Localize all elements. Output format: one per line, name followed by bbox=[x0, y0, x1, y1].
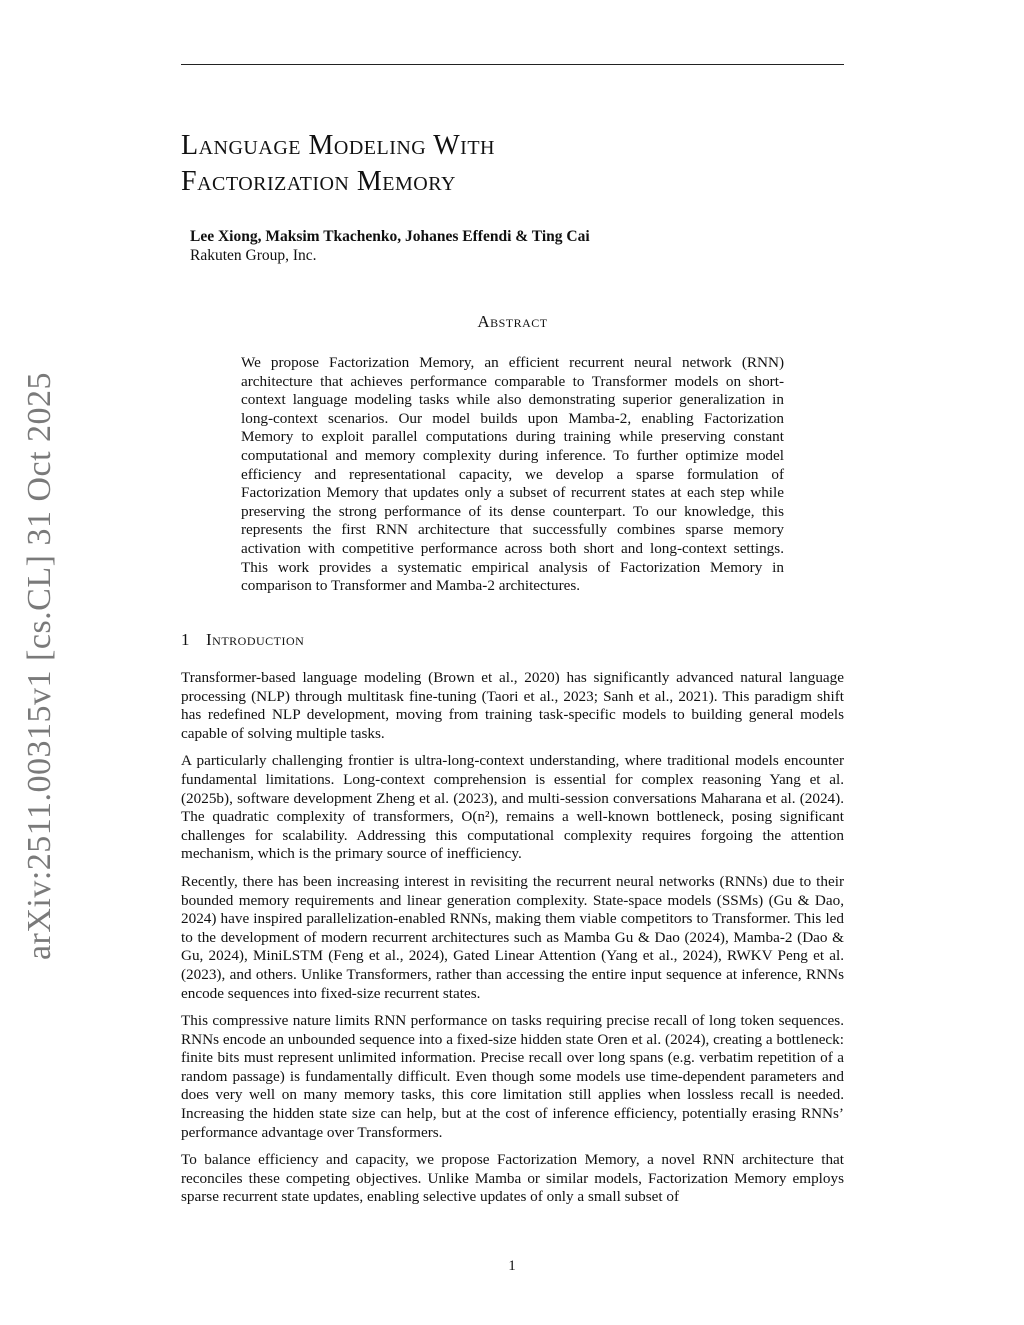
author-list: Lee Xiong, Maksim Tkachenko, Johanes Effendi & Ting Cai bbox=[190, 228, 590, 245]
paper-title bbox=[181, 128, 844, 200]
section-title: Introduction bbox=[206, 630, 305, 649]
arxiv-identifier[interactable]: arXiv:2511.00315v1 [cs.CL] 31 Oct 2025 bbox=[21, 371, 58, 961]
paragraph: Recently, there has been increasing interest in revisiting the recurrent neural networks (RNNs) due to their bounded memory requirements and linear generation complexity. State-space models (SSMs) (Gu & Dao, 2024) have inspired parallelization-enabled RNNs, making them viable competitors to Transformer. This led to the development of modern recurrent architectures such as Mamba Gu & Dao (2024), Mamba-2 (Dao & Gu, 2024), MiniLSTM (Feng et al., 2024), Gated Linear Attention (Yang et al., 2024), RWKV Peng et al. (2023), and others. Unlike Transformers, rather than accessing the entire input sequence at inference, RNNs encode sequences into fixed-size recurrent states. bbox=[181, 872, 844, 1002]
paragraph: Transformer-based language modeling (Brown et al., 2020) has significantly advanced natural language processing (NLP) through multitask fine-tuning (Taori et al., 2023; Sanh et al., 2021). This paradigm shift has redefined NLP development, moving from training task-specific models to building general models capable of solving multiple tasks. bbox=[181, 669, 844, 742]
top-rule bbox=[181, 64, 844, 65]
introduction-body bbox=[181, 669, 844, 1216]
title-line-1: Language Modeling With bbox=[181, 130, 495, 161]
page-number: 1 bbox=[508, 1258, 516, 1274]
section-number: 1 bbox=[181, 630, 190, 649]
paragraph: This compressive nature limits RNN performance on tasks requiring precise recall of long token sequences. RNNs encode an unbounded sequence into a fixed-size hidden state Oren et al. (2024), creating a bottleneck: finite bits must represent unlimited information. Precise recall over long spans (e.g. verbatim repetition of a random passage) is fundamentally difficult. Even though some models use time-dependent parameters and does very well on many memory tasks, this core limitation still applies when lossless recall is needed. Increasing the hidden state size can help, but at the cost of inference efficiency, potentially erasing RNNs’ performance advantage over Transformers. bbox=[181, 1012, 844, 1141]
affiliation: Rakuten Group, Inc. bbox=[190, 247, 317, 264]
paragraph: To balance efficiency and capacity, we propose Factorization Memory, a novel RNN architecture that reconciles these competing objectives. Unlike Mamba or similar models, Factorization Memory employs sparse recurrent state updates, enabling selective updates of only a small subset of bbox=[181, 1151, 844, 1206]
title-line-2: Factorization Memory bbox=[181, 166, 456, 197]
section-heading-introduction bbox=[181, 630, 304, 650]
abstract-text: We propose Factorization Memory, an efficient recurrent neural network (RNN) architecture that achieves performance comparable to Transformer models on short-context language modeling tasks while also demonstrating superior generalization in long-context scenarios. Our model builds upon Mamba-2, enabling Factorization Memory to exploit parallel computations during training while preserving constant computational and memory complexity during inference. To further optimize model efficiency and representational capacity, we develop a sparse formulation of Factorization Memory that updates only a subset of recurrent states at each step while preserving the strong performance of its dense counterpart. To our knowledge, this represents the first RNN architecture that successfully combines sparse memory activation with competitive performance across both short and long-context settings. This work provides a systematic empirical analysis of Factorization Memory in comparison to Transformer and Mamba-2 architectures. bbox=[241, 354, 784, 595]
paragraph: A particularly challenging frontier is ultra-long-context understanding, where traditional models encounter fundamental limitations. Long-context comprehension is essential for complex reasoning Yang et al. (2025b), software development Zheng et al. (2023), and multi-session conversations Maharana et al. (2024). The quadratic complexity of transformers, O(n²), remains a well-known bottleneck, posing significant challenges for scalability. Addressing this computational complexity requires forgoing the attention mechanism, which is the primary source of inefficiency. bbox=[181, 752, 844, 863]
abstract-heading: Abstract bbox=[477, 312, 548, 331]
